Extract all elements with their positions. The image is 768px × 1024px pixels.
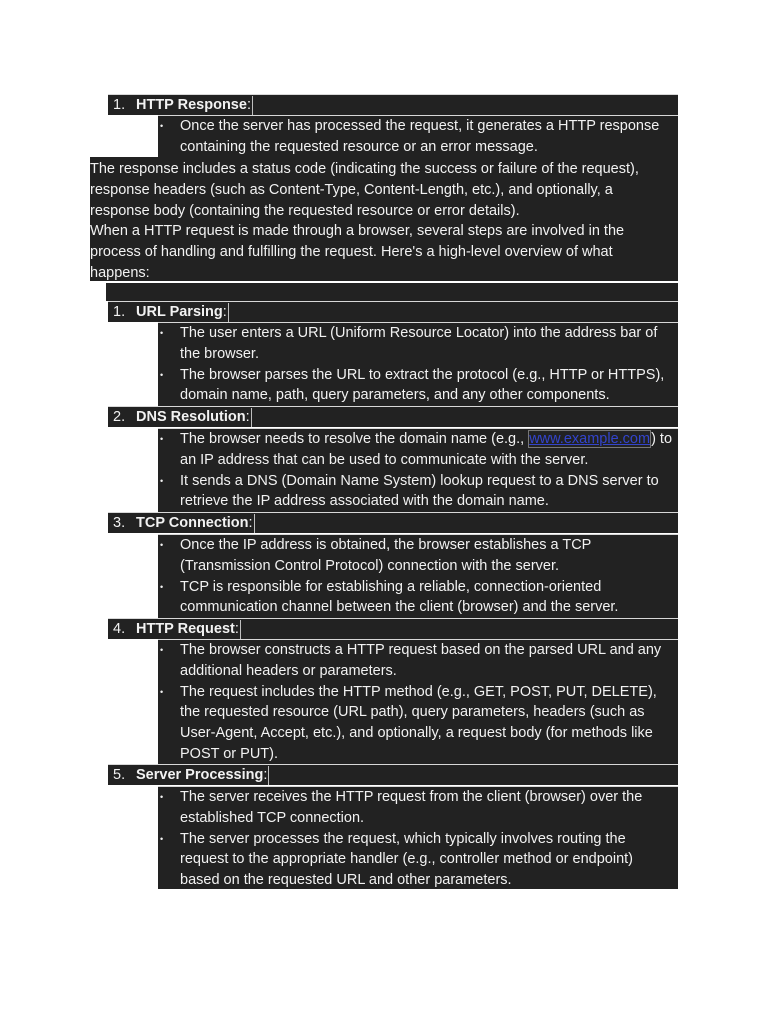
bullets-http-request bbox=[158, 639, 678, 764]
bullet-icon: • bbox=[160, 434, 164, 444]
bullets-url-parsing bbox=[158, 322, 678, 406]
paragraph: When a HTTP request is made through a browser, several steps are involved in the process of handling and fulfilling the request. Here's a high-level overview of what happens: bbox=[90, 223, 625, 281]
list-item: • The request includes the HTTP method (e.g., GET, POST, PUT, DELETE), the requested resource (URL path), query parameters, headers (such as User-Agent, Accept, etc.), and optionally, a request body (for methods like POST or PUT). bbox=[160, 683, 657, 762]
bullet-icon: • bbox=[160, 328, 164, 338]
bullet-icon: • bbox=[160, 369, 164, 380]
list-item: • The server processes the request, which typically involves routing the request to the appropriate handler (e.g., controller method or endpoint) based on the requested URL and other parameters. bbox=[160, 830, 633, 889]
heading-tcp-connection bbox=[108, 512, 678, 533]
bullet-icon: • bbox=[160, 645, 164, 655]
intro-paragraphs bbox=[90, 157, 678, 281]
list-item: • TCP is responsible for establishing a reliable, connection-oriented communication channel between the client (browser) and the server. bbox=[160, 578, 619, 616]
bullets-http-response bbox=[158, 115, 678, 157]
heading-number: 3. bbox=[113, 515, 126, 531]
list-item: • It sends a DNS (Domain Name System) lookup request to a DNS server to retrieve the IP address associated with the domain name. bbox=[160, 472, 659, 510]
spacer-bar bbox=[106, 283, 678, 301]
heading-title: HTTP Response: bbox=[136, 97, 251, 113]
heading-title: URL Parsing: bbox=[136, 304, 227, 320]
heading-http-response bbox=[108, 94, 678, 115]
heading-title: TCP Connection: bbox=[136, 515, 253, 531]
bullet-icon: • bbox=[160, 686, 164, 697]
bullet-icon: • bbox=[160, 581, 164, 592]
heading-http-request bbox=[108, 618, 678, 639]
bullets-server-processing bbox=[158, 786, 678, 889]
list-item: • Once the IP address is obtained, the browser establishes a TCP (Transmission Control Protocol) connection with the server. bbox=[160, 537, 592, 574]
heading-number: 2. bbox=[113, 409, 126, 425]
list-item: • The server receives the HTTP request from the client (browser) over the established TCP connection. bbox=[160, 789, 643, 826]
heading-number: 1. bbox=[113, 304, 126, 320]
bullets-dns-resolution bbox=[158, 428, 678, 512]
heading-server-processing bbox=[108, 764, 678, 785]
list-item: • The browser constructs a HTTP request based on the parsed URL and any additional headers or parameters. bbox=[160, 642, 662, 679]
bullets-tcp-connection bbox=[158, 534, 678, 618]
bullet-icon: • bbox=[160, 121, 164, 131]
list-item: • The user enters a URL (Uniform Resource Locator) into the address bar of the browser. bbox=[160, 325, 658, 362]
bullet-icon: • bbox=[160, 833, 164, 844]
heading-title: Server Processing: bbox=[136, 767, 268, 783]
heading-dns-resolution bbox=[108, 406, 678, 427]
bullet-icon: • bbox=[160, 792, 164, 802]
list-item: • The browser needs to resolve the domain name (e.g., www.example.com) to an IP address that can be used to communicate with the server. bbox=[160, 431, 673, 468]
heading-number: 4. bbox=[113, 621, 126, 637]
bullet-icon: • bbox=[160, 540, 164, 550]
list-item: • The browser parses the URL to extract the protocol (e.g., HTTP or HTTPS), domain name, path, query parameters, and any other components. bbox=[160, 366, 665, 404]
example-domain-link[interactable]: www.example.com bbox=[529, 431, 651, 447]
list-item: • Once the server has processed the request, it generates a HTTP response containing the requested resource or an error message. bbox=[160, 118, 660, 155]
bullet-icon: • bbox=[160, 475, 164, 486]
heading-number: 1. bbox=[113, 97, 126, 113]
heading-title: HTTP Request: bbox=[136, 621, 239, 637]
heading-url-parsing bbox=[108, 301, 678, 322]
heading-number: 5. bbox=[113, 767, 126, 783]
heading-title: DNS Resolution: bbox=[136, 409, 250, 425]
paragraph: The response includes a status code (indicating the success or failure of the request), response headers (such as Content-Type, Content-Length, etc.), and optionally, a response body (containing the requested resource or error details). bbox=[90, 161, 639, 219]
